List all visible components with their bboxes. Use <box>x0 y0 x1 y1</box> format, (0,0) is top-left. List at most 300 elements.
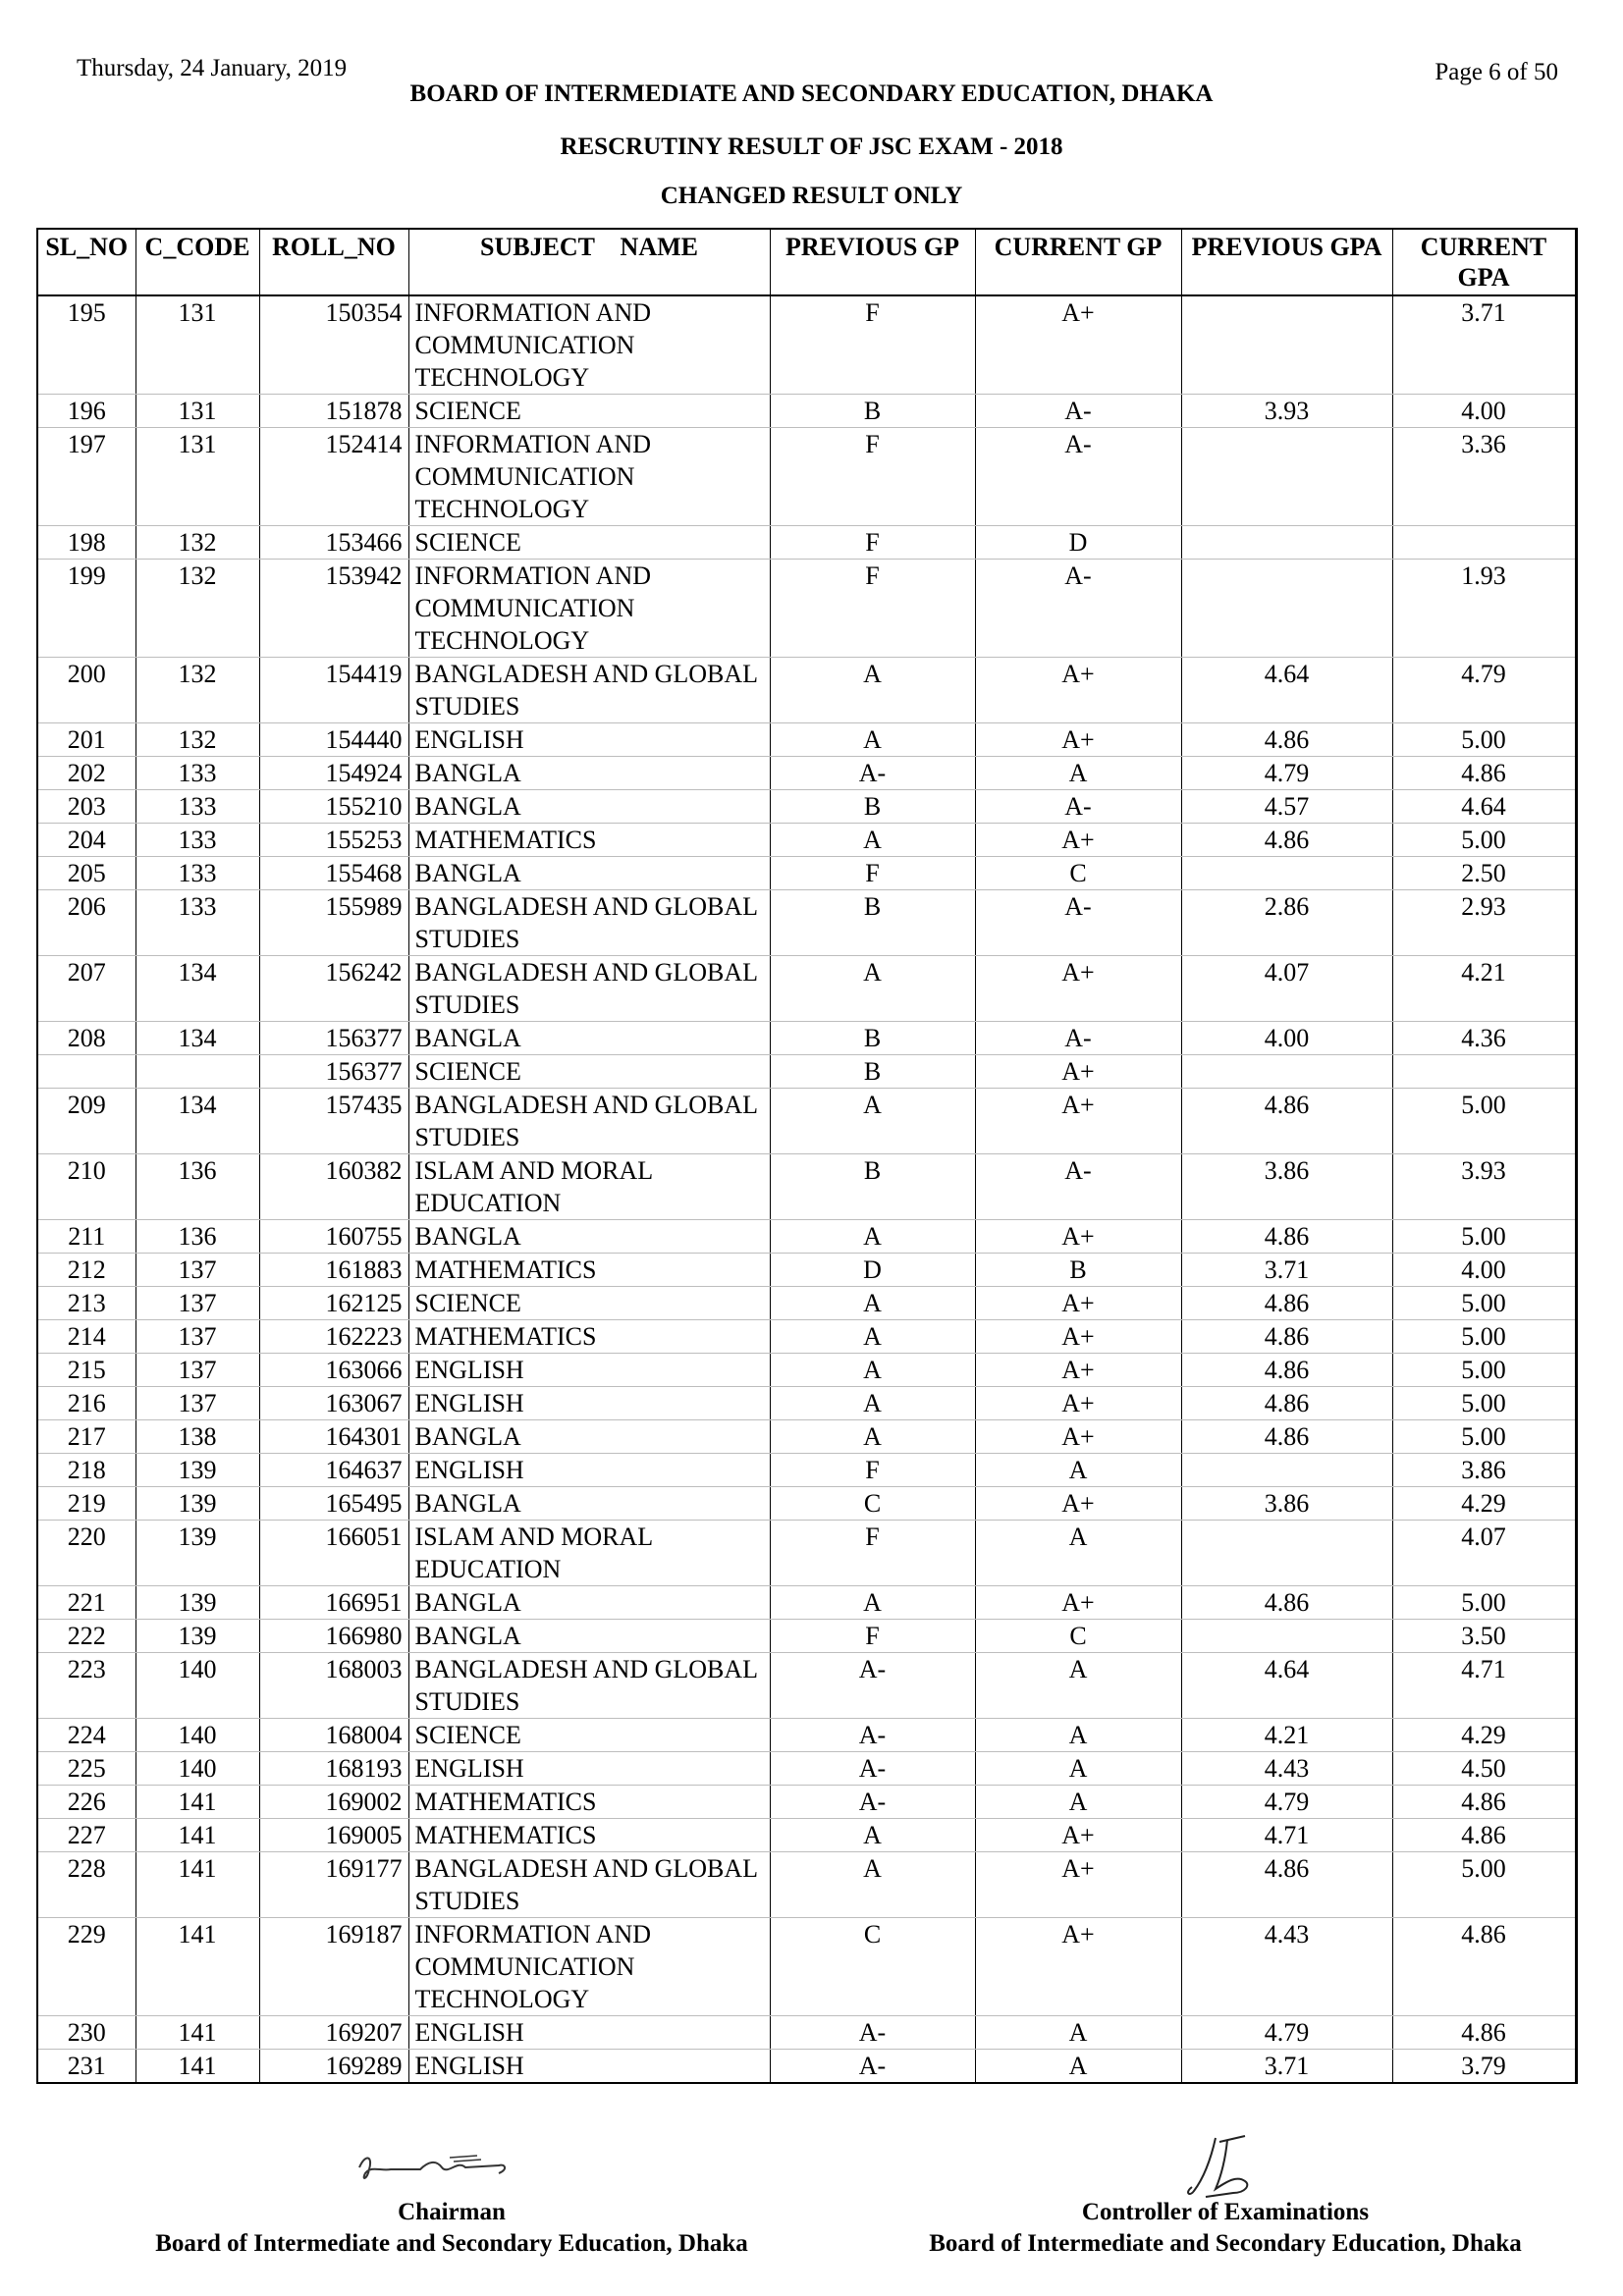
current-gp-cell: A <box>975 1719 1181 1752</box>
current-gp-cell: A- <box>975 790 1181 824</box>
previous-gp-cell: F <box>770 560 975 658</box>
previous-gp-cell: A- <box>770 757 975 790</box>
c-code-cell: 133 <box>135 890 259 956</box>
current-gpa-cell: 4.36 <box>1392 1022 1576 1055</box>
sl-no-cell: 214 <box>37 1320 135 1354</box>
table-row <box>37 956 1576 1022</box>
previous-gp-cell: D <box>770 1254 975 1287</box>
current-gp-cell: A- <box>975 428 1181 526</box>
previous-gp-cell: B <box>770 1055 975 1089</box>
subject-name-cell: SCIENCE <box>408 1287 770 1320</box>
table-header-row <box>37 229 1576 295</box>
previous-gp-cell: A <box>770 658 975 723</box>
table-row <box>37 1819 1576 1852</box>
current-gpa-cell: 1.93 <box>1392 560 1576 658</box>
current-gpa-cell: 5.00 <box>1392 1420 1576 1454</box>
previous-gp-cell: B <box>770 790 975 824</box>
sl-no-cell: 229 <box>37 1918 135 2016</box>
table-row <box>37 1852 1576 1918</box>
sl-no-cell: 222 <box>37 1620 135 1653</box>
c-code-cell: 132 <box>135 723 259 757</box>
sl-no-cell: 202 <box>37 757 135 790</box>
previous-gp-cell: A <box>770 1819 975 1852</box>
c-code-cell: 139 <box>135 1521 259 1586</box>
sl-no-cell: 205 <box>37 857 135 890</box>
previous-gpa-cell <box>1181 560 1392 658</box>
roll-no-cell: 162223 <box>259 1320 408 1354</box>
sl-no-cell: 224 <box>37 1719 135 1752</box>
roll-no-cell: 150354 <box>259 295 408 395</box>
sl-no-cell: 221 <box>37 1586 135 1620</box>
subject-name-cell: BANGLADESH AND GLOBAL STUDIES <box>408 658 770 723</box>
table-row <box>37 1752 1576 1786</box>
previous-gpa-cell: 4.86 <box>1181 1320 1392 1354</box>
current-gp-cell: A+ <box>975 1055 1181 1089</box>
previous-gpa-cell: 4.07 <box>1181 956 1392 1022</box>
c-code-cell: 132 <box>135 526 259 560</box>
controller-block <box>882 2197 1569 2260</box>
subject-name-cell: BANGLADESH AND GLOBAL STUDIES <box>408 956 770 1022</box>
sl-no-cell: 204 <box>37 824 135 857</box>
subject-name-cell: SCIENCE <box>408 1055 770 1089</box>
previous-gp-cell: A <box>770 1320 975 1354</box>
current-gpa-cell: 4.29 <box>1392 1719 1576 1752</box>
subject-name-cell: BANGLA <box>408 1586 770 1620</box>
previous-gpa-cell: 4.86 <box>1181 1387 1392 1420</box>
current-gp-cell: A <box>975 1454 1181 1487</box>
current-gpa-cell: 3.79 <box>1392 2050 1576 2084</box>
sl-no-cell: 208 <box>37 1022 135 1055</box>
subject-name-cell: ENGLISH <box>408 1454 770 1487</box>
current-gpa-cell: 4.21 <box>1392 956 1576 1022</box>
previous-gpa-cell: 3.71 <box>1181 2050 1392 2084</box>
roll-no-cell: 155210 <box>259 790 408 824</box>
subject-name-cell: ENGLISH <box>408 1354 770 1387</box>
c-code-cell: 140 <box>135 1752 259 1786</box>
c-code-cell: 141 <box>135 1918 259 2016</box>
roll-no-cell: 162125 <box>259 1287 408 1320</box>
c-code-cell: 139 <box>135 1454 259 1487</box>
table-row <box>37 1220 1576 1254</box>
sl-no-cell: 203 <box>37 790 135 824</box>
current-gpa-cell: 4.86 <box>1392 2016 1576 2050</box>
sl-no-cell: 206 <box>37 890 135 956</box>
table-row <box>37 526 1576 560</box>
col-previous-gpa: PREVIOUS GPA <box>1181 229 1392 295</box>
current-gp-cell: A+ <box>975 658 1181 723</box>
current-gpa-cell <box>1392 526 1576 560</box>
table-row <box>37 1487 1576 1521</box>
chairman-org: Board of Intermediate and Secondary Education, Dhaka <box>155 2230 748 2257</box>
subject-name-cell: MATHEMATICS <box>408 1786 770 1819</box>
previous-gp-cell: A <box>770 1420 975 1454</box>
c-code-cell: 139 <box>135 1487 259 1521</box>
previous-gpa-cell <box>1181 1521 1392 1586</box>
current-gpa-cell: 5.00 <box>1392 1852 1576 1918</box>
roll-no-cell: 153942 <box>259 560 408 658</box>
sl-no-cell: 210 <box>37 1154 135 1220</box>
current-gpa-cell: 3.36 <box>1392 428 1576 526</box>
roll-no-cell: 160382 <box>259 1154 408 1220</box>
subject-name-cell: ISLAM AND MORAL EDUCATION <box>408 1521 770 1586</box>
col-current-gp: CURRENT GP <box>975 229 1181 295</box>
roll-no-cell: 153466 <box>259 526 408 560</box>
subject-name-cell: SCIENCE <box>408 1719 770 1752</box>
results-body <box>37 295 1576 2083</box>
subject-name-cell: BANGLADESH AND GLOBAL STUDIES <box>408 890 770 956</box>
previous-gp-cell: F <box>770 428 975 526</box>
previous-gp-cell: F <box>770 1521 975 1586</box>
c-code-cell: 137 <box>135 1387 259 1420</box>
c-code-cell: 134 <box>135 1022 259 1055</box>
sl-no-cell: 228 <box>37 1852 135 1918</box>
current-gpa-cell: 5.00 <box>1392 824 1576 857</box>
previous-gpa-cell: 4.64 <box>1181 1653 1392 1719</box>
table-row <box>37 1420 1576 1454</box>
header-date: Thursday, 24 January, 2019 <box>77 55 348 81</box>
roll-no-cell: 166980 <box>259 1620 408 1653</box>
table-row <box>37 857 1576 890</box>
subject-name-cell: BANGLA <box>408 1022 770 1055</box>
current-gpa-cell: 5.00 <box>1392 1287 1576 1320</box>
previous-gpa-cell: 3.71 <box>1181 1254 1392 1287</box>
subject-name-cell: INFORMATION AND COMMUNICATION TECHNOLOGY <box>408 428 770 526</box>
current-gp-cell: A+ <box>975 295 1181 395</box>
current-gpa-cell: 5.00 <box>1392 1089 1576 1154</box>
previous-gp-cell: A <box>770 1387 975 1420</box>
c-code-cell: 138 <box>135 1420 259 1454</box>
previous-gpa-cell: 4.64 <box>1181 658 1392 723</box>
roll-no-cell: 165495 <box>259 1487 408 1521</box>
sl-no-cell: 231 <box>37 2050 135 2084</box>
roll-no-cell: 154419 <box>259 658 408 723</box>
roll-no-cell: 168193 <box>259 1752 408 1786</box>
subject-name-cell: BANGLADESH AND GLOBAL STUDIES <box>408 1653 770 1719</box>
subject-name-cell: BANGLA <box>408 1487 770 1521</box>
previous-gpa-cell <box>1181 857 1392 890</box>
sl-no-cell: 195 <box>37 295 135 395</box>
c-code-cell: 136 <box>135 1154 259 1220</box>
current-gpa-cell: 4.71 <box>1392 1653 1576 1719</box>
subject-name-cell: BANGLA <box>408 757 770 790</box>
current-gp-cell: A+ <box>975 1487 1181 1521</box>
current-gpa-cell: 4.86 <box>1392 1918 1576 2016</box>
previous-gpa-cell: 4.43 <box>1181 1918 1392 2016</box>
previous-gp-cell: A <box>770 1089 975 1154</box>
sl-no-cell: 209 <box>37 1089 135 1154</box>
result-note: CHANGED RESULT ONLY <box>660 183 963 209</box>
subject-name-cell: SCIENCE <box>408 395 770 428</box>
table-row <box>37 1387 1576 1420</box>
subject-name-cell: INFORMATION AND COMMUNICATION TECHNOLOGY <box>408 295 770 395</box>
roll-no-cell: 155468 <box>259 857 408 890</box>
table-row <box>37 560 1576 658</box>
current-gp-cell: C <box>975 1620 1181 1653</box>
subject-name-cell: MATHEMATICS <box>408 1254 770 1287</box>
previous-gp-cell: C <box>770 1487 975 1521</box>
sl-no-cell: 227 <box>37 1819 135 1852</box>
sl-no-cell: 201 <box>37 723 135 757</box>
table-row <box>37 2050 1576 2084</box>
subject-name-cell: INFORMATION AND COMMUNICATION TECHNOLOGY <box>408 560 770 658</box>
previous-gp-cell: A <box>770 1220 975 1254</box>
previous-gpa-cell: 4.86 <box>1181 1586 1392 1620</box>
roll-no-cell: 155989 <box>259 890 408 956</box>
table-row <box>37 1354 1576 1387</box>
previous-gpa-cell <box>1181 1454 1392 1487</box>
previous-gp-cell: A- <box>770 1719 975 1752</box>
current-gp-cell: C <box>975 857 1181 890</box>
current-gpa-cell: 5.00 <box>1392 1387 1576 1420</box>
sl-no-cell: 211 <box>37 1220 135 1254</box>
c-code-cell: 137 <box>135 1287 259 1320</box>
current-gpa-cell: 4.64 <box>1392 790 1576 824</box>
sl-no-cell: 213 <box>37 1287 135 1320</box>
c-code-cell: 137 <box>135 1320 259 1354</box>
current-gp-cell: A+ <box>975 1819 1181 1852</box>
previous-gp-cell: B <box>770 1154 975 1220</box>
previous-gp-cell: A- <box>770 1752 975 1786</box>
current-gp-cell: A <box>975 2050 1181 2084</box>
current-gp-cell: A- <box>975 890 1181 956</box>
current-gp-cell: A- <box>975 1022 1181 1055</box>
previous-gpa-cell: 4.79 <box>1181 2016 1392 2050</box>
c-code-cell <box>135 1055 259 1089</box>
current-gpa-cell: 3.50 <box>1392 1620 1576 1653</box>
roll-no-cell: 156377 <box>259 1055 408 1089</box>
exam-title: RESCRUTINY RESULT OF JSC EXAM - 2018 <box>560 133 1063 160</box>
previous-gpa-cell: 4.86 <box>1181 1354 1392 1387</box>
col-roll-no: ROLL_NO <box>259 229 408 295</box>
c-code-cell: 133 <box>135 824 259 857</box>
previous-gpa-cell: 2.86 <box>1181 890 1392 956</box>
sl-no-cell: 199 <box>37 560 135 658</box>
previous-gpa-cell: 3.86 <box>1181 1154 1392 1220</box>
current-gp-cell: B <box>975 1254 1181 1287</box>
c-code-cell: 131 <box>135 428 259 526</box>
controller-org: Board of Intermediate and Secondary Education, Dhaka <box>929 2230 1522 2257</box>
sl-no-cell: 226 <box>37 1786 135 1819</box>
table-row <box>37 1786 1576 1819</box>
c-code-cell: 141 <box>135 1819 259 1852</box>
current-gp-cell: A+ <box>975 1354 1181 1387</box>
c-code-cell: 131 <box>135 295 259 395</box>
previous-gpa-cell: 4.00 <box>1181 1022 1392 1055</box>
current-gpa-cell: 5.00 <box>1392 1320 1576 1354</box>
roll-no-cell: 169187 <box>259 1918 408 2016</box>
table-row <box>37 1521 1576 1586</box>
chairman-title: Chairman <box>398 2199 506 2225</box>
previous-gp-cell: A- <box>770 1653 975 1719</box>
current-gp-cell: A+ <box>975 1320 1181 1354</box>
table-row <box>37 1918 1576 2016</box>
current-gp-cell: A+ <box>975 1387 1181 1420</box>
current-gp-cell: A+ <box>975 1586 1181 1620</box>
current-gp-cell: A+ <box>975 1918 1181 2016</box>
subject-name-cell: MATHEMATICS <box>408 1320 770 1354</box>
roll-no-cell: 164637 <box>259 1454 408 1487</box>
controller-signature <box>1176 2132 1274 2201</box>
previous-gpa-cell <box>1181 428 1392 526</box>
current-gpa-cell: 4.50 <box>1392 1752 1576 1786</box>
table-row <box>37 757 1576 790</box>
subject-name-cell: ENGLISH <box>408 1752 770 1786</box>
sl-no-cell: 216 <box>37 1387 135 1420</box>
sl-no-cell: 218 <box>37 1454 135 1487</box>
sl-no-cell: 217 <box>37 1420 135 1454</box>
col-previous-gp: PREVIOUS GP <box>770 229 975 295</box>
previous-gpa-cell: 4.57 <box>1181 790 1392 824</box>
sl-no-cell: 230 <box>37 2016 135 2050</box>
table-row <box>37 1653 1576 1719</box>
previous-gp-cell: A <box>770 1586 975 1620</box>
previous-gpa-cell: 3.86 <box>1181 1487 1392 1521</box>
previous-gp-cell: B <box>770 395 975 428</box>
table-row <box>37 2016 1576 2050</box>
roll-no-cell: 164301 <box>259 1420 408 1454</box>
previous-gpa-cell: 4.86 <box>1181 1852 1392 1918</box>
current-gpa-cell: 3.86 <box>1392 1454 1576 1487</box>
roll-no-cell: 152414 <box>259 428 408 526</box>
previous-gpa-cell: 4.86 <box>1181 723 1392 757</box>
previous-gp-cell: C <box>770 1918 975 2016</box>
subject-name-cell: BANGLADESH AND GLOBAL STUDIES <box>408 1852 770 1918</box>
roll-no-cell: 169177 <box>259 1852 408 1918</box>
current-gpa-cell: 4.86 <box>1392 1819 1576 1852</box>
chairman-block <box>79 2197 825 2260</box>
roll-no-cell: 151878 <box>259 395 408 428</box>
page-number: Page 6 of 50 <box>1434 59 1558 85</box>
sl-no-cell: 223 <box>37 1653 135 1719</box>
table-row <box>37 1089 1576 1154</box>
roll-no-cell: 166951 <box>259 1586 408 1620</box>
sl-no-cell: 197 <box>37 428 135 526</box>
subject-name-cell: BANGLA <box>408 1220 770 1254</box>
roll-no-cell: 156377 <box>259 1022 408 1055</box>
table-row <box>37 723 1576 757</box>
roll-no-cell: 168003 <box>259 1653 408 1719</box>
c-code-cell: 134 <box>135 1089 259 1154</box>
table-row <box>37 1320 1576 1354</box>
current-gpa-cell: 4.79 <box>1392 658 1576 723</box>
table-row <box>37 1454 1576 1487</box>
c-code-cell: 132 <box>135 560 259 658</box>
current-gp-cell: A <box>975 2016 1181 2050</box>
current-gpa-cell: 3.93 <box>1392 1154 1576 1220</box>
roll-no-cell: 163067 <box>259 1387 408 1420</box>
roll-no-cell: 163066 <box>259 1354 408 1387</box>
table-row <box>37 1055 1576 1089</box>
current-gpa-cell: 4.86 <box>1392 1786 1576 1819</box>
previous-gpa-cell: 4.79 <box>1181 757 1392 790</box>
col-sl-no: SL_NO <box>37 229 135 295</box>
current-gpa-cell: 4.86 <box>1392 757 1576 790</box>
table-row <box>37 1586 1576 1620</box>
current-gp-cell: A+ <box>975 1220 1181 1254</box>
roll-no-cell: 157435 <box>259 1089 408 1154</box>
current-gp-cell: A <box>975 1653 1181 1719</box>
subject-name-cell: BANGLA <box>408 857 770 890</box>
c-code-cell: 133 <box>135 790 259 824</box>
current-gp-cell: A- <box>975 1154 1181 1220</box>
previous-gpa-cell: 4.86 <box>1181 1089 1392 1154</box>
current-gpa-cell: 2.93 <box>1392 890 1576 956</box>
table-row <box>37 890 1576 956</box>
current-gpa-cell: 2.50 <box>1392 857 1576 890</box>
previous-gpa-cell: 4.71 <box>1181 1819 1392 1852</box>
c-code-cell: 139 <box>135 1620 259 1653</box>
table-row <box>37 395 1576 428</box>
col-c-code: C_CODE <box>135 229 259 295</box>
table-row <box>37 428 1576 526</box>
previous-gpa-cell <box>1181 1055 1392 1089</box>
roll-no-cell: 155253 <box>259 824 408 857</box>
current-gp-cell: A- <box>975 560 1181 658</box>
results-table <box>36 228 1578 2084</box>
current-gp-cell: D <box>975 526 1181 560</box>
c-code-cell: 141 <box>135 2016 259 2050</box>
roll-no-cell: 154924 <box>259 757 408 790</box>
c-code-cell: 133 <box>135 757 259 790</box>
previous-gpa-cell: 4.86 <box>1181 1220 1392 1254</box>
previous-gp-cell: A <box>770 1287 975 1320</box>
current-gp-cell: A <box>975 1752 1181 1786</box>
c-code-cell: 140 <box>135 1653 259 1719</box>
current-gp-cell: A+ <box>975 824 1181 857</box>
subject-name-cell: ENGLISH <box>408 723 770 757</box>
sl-no-cell: 196 <box>37 395 135 428</box>
sl-no-cell: 215 <box>37 1354 135 1387</box>
previous-gp-cell: B <box>770 1022 975 1055</box>
current-gp-cell: A+ <box>975 1287 1181 1320</box>
roll-no-cell: 169289 <box>259 2050 408 2084</box>
subject-name-cell: BANGLA <box>408 1620 770 1653</box>
previous-gp-cell: A <box>770 1852 975 1918</box>
c-code-cell: 133 <box>135 857 259 890</box>
previous-gp-cell: A <box>770 723 975 757</box>
previous-gp-cell: A <box>770 956 975 1022</box>
previous-gp-cell: A- <box>770 2016 975 2050</box>
table-row <box>37 790 1576 824</box>
table-row <box>37 1022 1576 1055</box>
current-gpa-cell: 4.00 <box>1392 1254 1576 1287</box>
c-code-cell: 137 <box>135 1354 259 1387</box>
c-code-cell: 141 <box>135 1786 259 1819</box>
roll-no-cell: 154440 <box>259 723 408 757</box>
table-row <box>37 824 1576 857</box>
subject-name-cell: SCIENCE <box>408 526 770 560</box>
board-title: BOARD OF INTERMEDIATE AND SECONDARY EDUCATION, DHAKA <box>409 80 1214 107</box>
sl-no-cell: 200 <box>37 658 135 723</box>
previous-gpa-cell: 4.86 <box>1181 1420 1392 1454</box>
subject-name-cell: ENGLISH <box>408 2050 770 2084</box>
table-row <box>37 1620 1576 1653</box>
previous-gp-cell: F <box>770 1454 975 1487</box>
subject-name-cell: ENGLISH <box>408 2016 770 2050</box>
roll-no-cell: 161883 <box>259 1254 408 1287</box>
c-code-cell: 140 <box>135 1719 259 1752</box>
chairman-signature <box>352 2148 518 2195</box>
current-gp-cell: A <box>975 757 1181 790</box>
roll-no-cell: 169002 <box>259 1786 408 1819</box>
current-gp-cell: A+ <box>975 1420 1181 1454</box>
current-gpa-cell <box>1392 1055 1576 1089</box>
sl-no-cell: 207 <box>37 956 135 1022</box>
col-subject-name: SUBJECT NAME <box>408 229 770 295</box>
previous-gp-cell: B <box>770 890 975 956</box>
previous-gpa-cell <box>1181 1620 1392 1653</box>
previous-gp-cell: F <box>770 526 975 560</box>
